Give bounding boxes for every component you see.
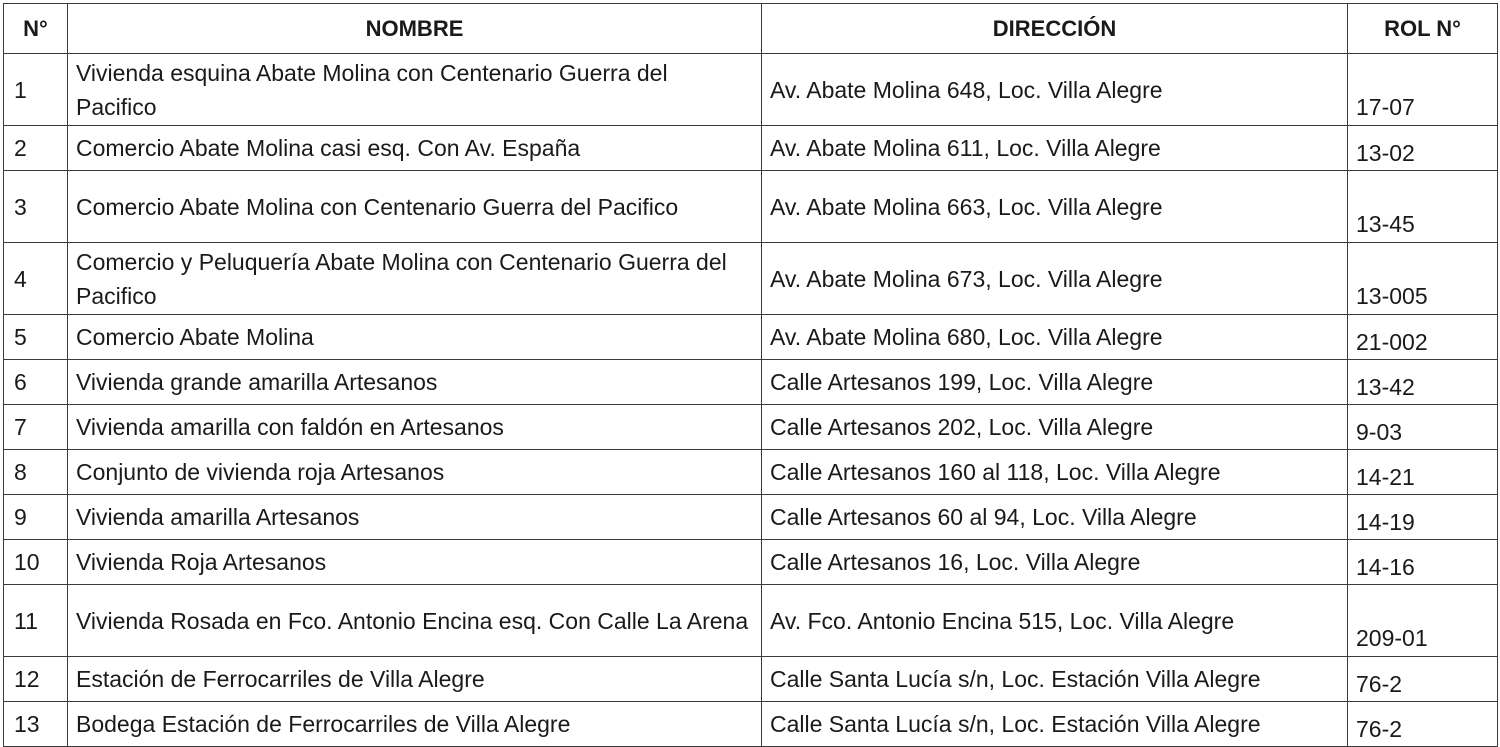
cell-num: 4 xyxy=(4,243,68,315)
cell-nombre: Vivienda amarilla Artesanos xyxy=(68,495,762,540)
cell-num: 3 xyxy=(4,171,68,243)
cell-rol: 76-2 xyxy=(1348,702,1498,747)
cell-rol: 13-02 xyxy=(1348,126,1498,171)
cell-direccion: Av. Abate Molina 680, Loc. Villa Alegre xyxy=(762,315,1348,360)
table-row xyxy=(4,702,1498,747)
cell-nombre: Comercio y Peluquería Abate Molina con Centenario Guerra del Pacifico xyxy=(68,243,762,315)
table-row xyxy=(4,171,1498,243)
cell-direccion: Calle Artesanos 202, Loc. Villa Alegre xyxy=(762,405,1348,450)
cell-rol: 13-45 xyxy=(1348,171,1498,243)
table-row xyxy=(4,126,1498,171)
cell-nombre: Vivienda Rosada en Fco. Antonio Encina esq. Con Calle La Arena xyxy=(68,585,762,657)
cell-nombre: Vivienda esquina Abate Molina con Centenario Guerra del Pacifico xyxy=(68,54,762,126)
table-row xyxy=(4,657,1498,702)
cell-num: 13 xyxy=(4,702,68,747)
cell-rol: 14-16 xyxy=(1348,540,1498,585)
cell-nombre: Comercio Abate Molina con Centenario Guerra del Pacifico xyxy=(68,171,762,243)
cell-direccion: Calle Santa Lucía s/n, Loc. Estación Villa Alegre xyxy=(762,702,1348,747)
header-nombre: NOMBRE xyxy=(68,4,762,54)
cell-num: 7 xyxy=(4,405,68,450)
cell-num: 5 xyxy=(4,315,68,360)
table-row xyxy=(4,450,1498,495)
cell-direccion: Av. Abate Molina 663, Loc. Villa Alegre xyxy=(762,171,1348,243)
cell-num: 9 xyxy=(4,495,68,540)
cell-direccion: Av. Abate Molina 673, Loc. Villa Alegre xyxy=(762,243,1348,315)
table-row xyxy=(4,54,1498,126)
cell-direccion: Calle Artesanos 199, Loc. Villa Alegre xyxy=(762,360,1348,405)
cell-rol: 9-03 xyxy=(1348,405,1498,450)
heritage-properties-table xyxy=(3,3,1498,747)
cell-nombre: Vivienda Roja Artesanos xyxy=(68,540,762,585)
header-num: N° xyxy=(4,4,68,54)
table-row xyxy=(4,495,1498,540)
cell-direccion: Calle Artesanos 160 al 118, Loc. Villa Alegre xyxy=(762,450,1348,495)
cell-num: 12 xyxy=(4,657,68,702)
cell-rol: 13-42 xyxy=(1348,360,1498,405)
cell-nombre: Estación de Ferrocarriles de Villa Alegre xyxy=(68,657,762,702)
cell-rol: 209-01 xyxy=(1348,585,1498,657)
cell-direccion: Av. Abate Molina 648, Loc. Villa Alegre xyxy=(762,54,1348,126)
cell-rol: 21-002 xyxy=(1348,315,1498,360)
cell-num: 10 xyxy=(4,540,68,585)
cell-num: 8 xyxy=(4,450,68,495)
cell-nombre: Vivienda amarilla con faldón en Artesanos xyxy=(68,405,762,450)
table-row xyxy=(4,315,1498,360)
cell-nombre: Bodega Estación de Ferrocarriles de Villa Alegre xyxy=(68,702,762,747)
cell-direccion: Calle Santa Lucía s/n, Loc. Estación Villa Alegre xyxy=(762,657,1348,702)
cell-rol: 14-21 xyxy=(1348,450,1498,495)
cell-direccion: Av. Fco. Antonio Encina 515, Loc. Villa Alegre xyxy=(762,585,1348,657)
table-row xyxy=(4,405,1498,450)
cell-rol: 14-19 xyxy=(1348,495,1498,540)
cell-num: 11 xyxy=(4,585,68,657)
table-header-row xyxy=(4,4,1498,54)
header-direccion: DIRECCIÓN xyxy=(762,4,1348,54)
cell-num: 1 xyxy=(4,54,68,126)
table-row xyxy=(4,243,1498,315)
cell-num: 2 xyxy=(4,126,68,171)
cell-nombre: Conjunto de vivienda roja Artesanos xyxy=(68,450,762,495)
cell-nombre: Vivienda grande amarilla Artesanos xyxy=(68,360,762,405)
cell-rol: 76-2 xyxy=(1348,657,1498,702)
header-rol: ROL N° xyxy=(1348,4,1498,54)
cell-direccion: Av. Abate Molina 611, Loc. Villa Alegre xyxy=(762,126,1348,171)
table-row xyxy=(4,360,1498,405)
cell-direccion: Calle Artesanos 60 al 94, Loc. Villa Alegre xyxy=(762,495,1348,540)
cell-nombre: Comercio Abate Molina casi esq. Con Av. España xyxy=(68,126,762,171)
table-row xyxy=(4,585,1498,657)
cell-num: 6 xyxy=(4,360,68,405)
cell-nombre: Comercio Abate Molina xyxy=(68,315,762,360)
cell-rol: 17-07 xyxy=(1348,54,1498,126)
table-row xyxy=(4,540,1498,585)
cell-rol: 13-005 xyxy=(1348,243,1498,315)
cell-direccion: Calle Artesanos 16, Loc. Villa Alegre xyxy=(762,540,1348,585)
